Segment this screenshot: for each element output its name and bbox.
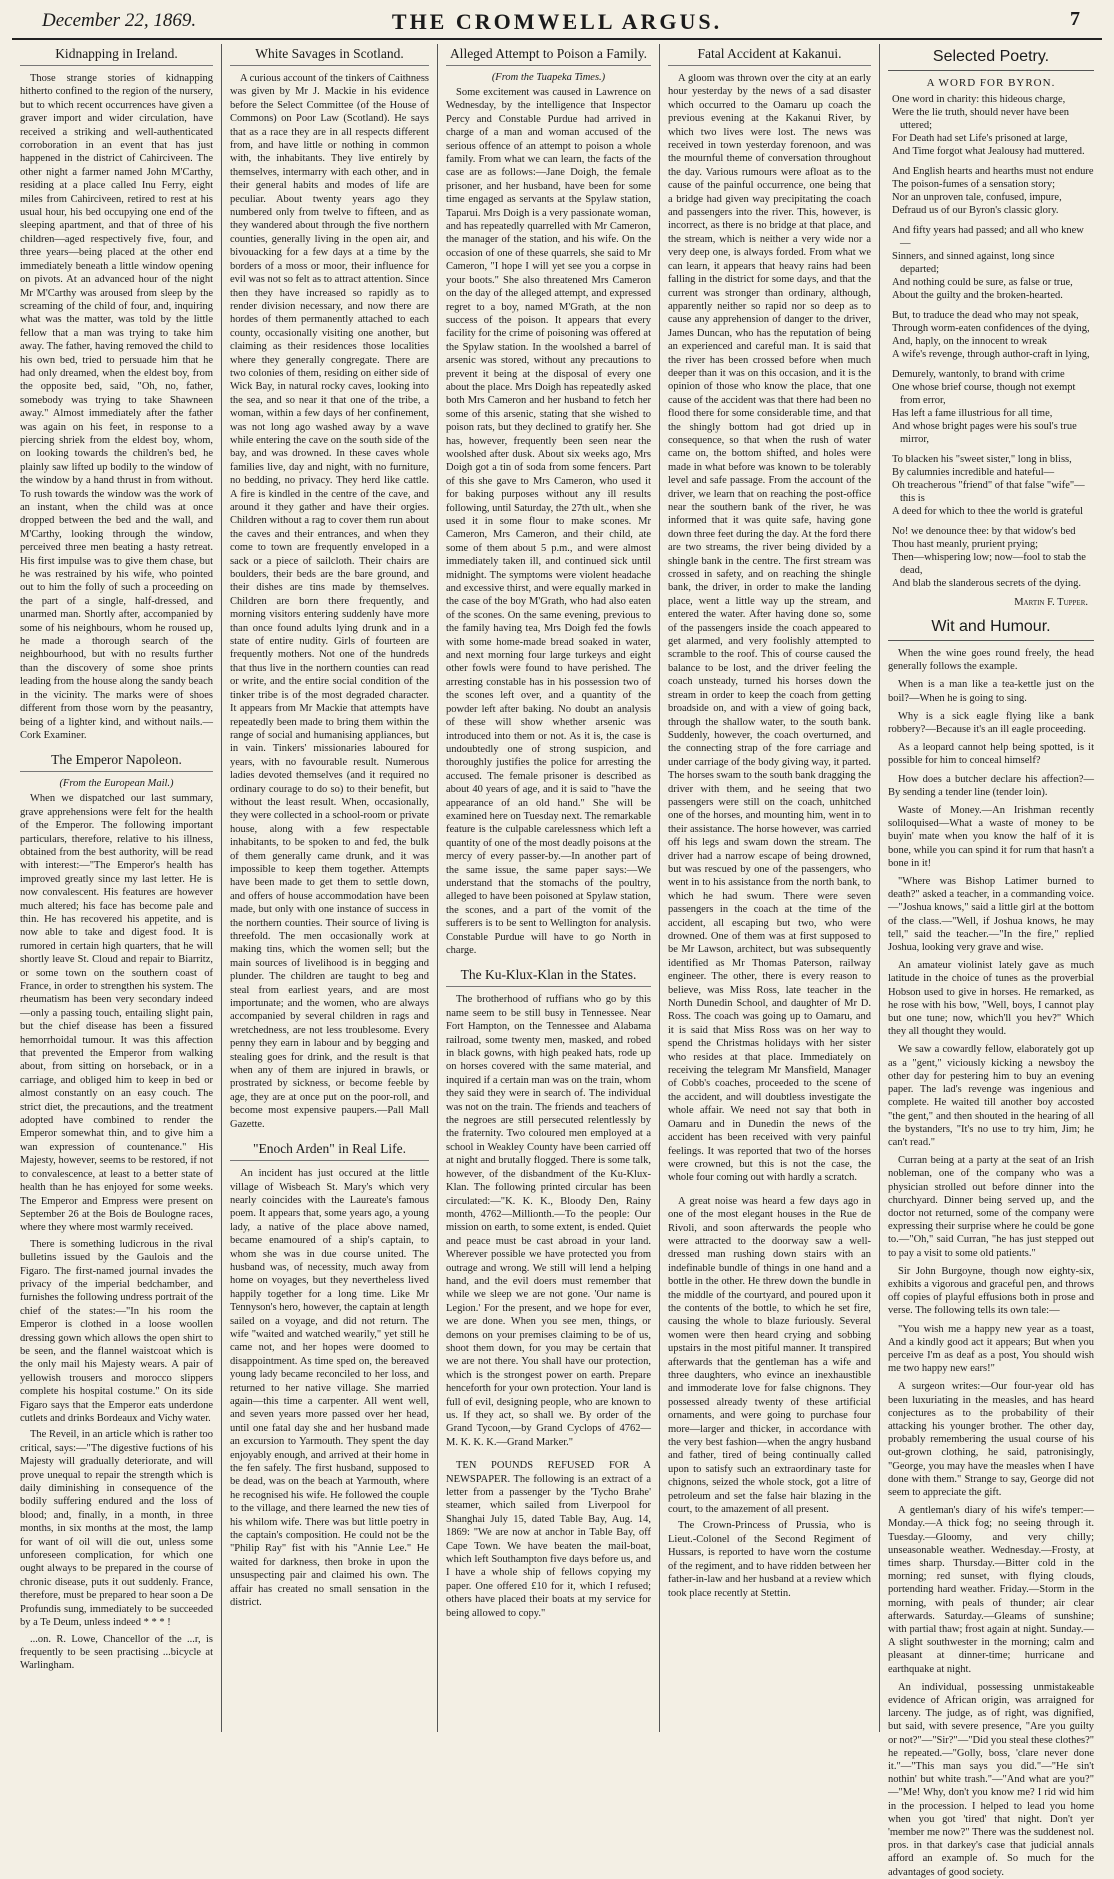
poem-line: And whose bright pages were his soul's true mirror, — [892, 421, 1077, 445]
article-body — [20, 792, 213, 1672]
wit-item: An individual, possessing unmistakeable evidence of African origin, was arraigned for larceny. The judge, as of right, was dignified, but said, with severe presence, "Are you guilty or not?"—"Sir?"—"Did you steal these clothes?" he repeated.—"Golly, boss, 'clare never done it."—"This man says you did."—"He sin't nothin' but white trash."—"And what are you?" —"Me! Why, don't you know me? I rid wid him in the procession. I helped to lead you home when you got 'tired' that night. Don't yer 'member me now?" There was the suddenest nol. pros. in that darkey's case that judicial annals afford an example of. So much for the advantages of good society. — [888, 1681, 1095, 1878]
poem-stanza — [888, 224, 1094, 302]
article-poison-family — [446, 46, 651, 957]
poem-line: And blab the slanderous secrets of the dying. — [892, 578, 1081, 589]
poem-author: Martin F. Tupper. — [1014, 597, 1088, 608]
poem-line: Defraud us of our Byron's classic glory. — [892, 205, 1059, 216]
wit-item: A gentleman's diary of his wife's temper:—Monday.—A thick fog; no seeing through it. Tuesday.—Gloomy, and very chilly; unseasonable weather. Wednesday.—Frosty, at times sharp. Thursday.—Bitter cold in the morning; red sunset, with flying clouds, portending hard weather. Friday.—Storm in the morning, with peals of thunder; air clear afterwards. Saturday.—Gleams of sunshine; with partial thaw; frost again at night. Sunday.—A slight southwester in the morning; calm and pleasant at dinner-time; hurricane and earthquake at night. — [888, 1505, 1094, 1675]
poem-line: And English hearts and hearths must not endure — [892, 166, 1094, 177]
poem-line: A deed for which to thee the world is grateful — [892, 506, 1083, 517]
poem-line: Thou hast meanly, prurient prying; — [892, 539, 1038, 550]
poem-stanzas — [888, 93, 1094, 590]
article-enoch-arden — [230, 1141, 429, 1609]
poem-line: To blacken his "sweet sister," long in bliss, — [892, 454, 1072, 465]
article-body — [20, 72, 213, 742]
masthead — [12, 4, 1102, 40]
poem-line: And, haply, on the innocent to wreak — [892, 336, 1048, 347]
paragraph: The brotherhood of ruffians who go by this name seem to be still busy in Tennessee. Near Fort Hampton, on the Tennessee and Alabama railroad, some twenty men, masked, and robed in black gowns, with high peaked hats, rode up on horses covered with the same material, and inquired if a certain man was on the train, whom they said they were in search of. The individual was not on the train. The friends and teachers of the negroes are still persecuted relentlessly by the fraternity. Two coloured men employed at a school in Weakley County have been carried off at night and brutally flogged. There is some talk, however, of the disbandment of the Ku-Klux-Klan. The following printed circular has been circulated:—"K. K. K., Bloody Den, Rainy month, 4762—Millionth.—To the people: Our mission on earth, to some extent, is ended. Quiet and peace must be cast abroad in your land. Wherever possible we have protected you from outrage and wrong. We still will lend a helping hand, and the evil doers must remember that while we sleep we are not gone. 'Our name is Legion.' For the present, and we hope for ever, we are done. When you see men, things, or demons on your premises claiming to be of us, shoot them down, for you may be certain that we are not there. You shall have our protection, which is the strongest power on earth. Prepare henceforth for your own protection. Your land is full of evil, designing people, who are known to us. If they act, so shall we. By order of the Grand Tycoon,—by Grand Cyclops of 4762—M. K. K. K.—Grand Marker." — [446, 994, 651, 1448]
wit-items — [888, 647, 1094, 1879]
article-heading: Alleged Attempt to Poison a Family. — [446, 46, 651, 66]
wit-item: "Where was Bishop Latimer burned to death?" asked a teacher, in a commanding voice.—"Joshua knows," said a little girl at the bottom of the class.—"Well, if Joshua knows, he may tell," said the teacher.—"In the fire," replied Joshua, looking very grave and wise. — [888, 876, 1094, 954]
poem-line: About the guilty and the broken-hearted. — [892, 290, 1063, 301]
poem-line: Demurely, wantonly, to brand with crime — [892, 369, 1065, 380]
article-body — [446, 86, 651, 957]
article-emperor-napoleon — [20, 752, 213, 1672]
wit-item: Why is a sick eagle flying like a bank robbery?—Because it's an ill eagle proceeding. — [888, 710, 1094, 736]
column-4 — [660, 44, 880, 1732]
wit-item: Waste of Money.—An Irishman recently soliloquised—What a waste of money to be buyin' mate when you know the half of it is bone, while you can spind it for rum that hasn't a bone in it! — [888, 805, 1094, 869]
paragraph: An incident has just occured at the little village of Wisbeach St. Mary's which very nearly coincides with the Laureate's famous poem. It appears that, some years ago, a young lady, a native of the place above named, became enamoured of a ship's captain, to whom she was in due course united. The husband was, of necessity, much away from home on voyages, but they nevertheless lived happily together for a long time. Like Mr Tennyson's hero, however, the captain at length sailed on a voyage, and did not return. The wife "waited and watched wearily," yet still he came not, and her hopes were doomed to disappointment. As time sped on, the bereaved young lady became reconciled to her loss, and returned to her native village. She married again—this time a carpenter. All went well, and seven years more passed over her head, until one fatal day she and her husband made an excursion to Yarmouth. They spent the day enjoyably enough, and arrived at their home in the fen safely. The first husband, supposed to be dead, was on the beach at Yarmouth, where he recognised his wife. He followed the couple to the village, and there learned the new ties of his whilom wife. There was but little poetry in the captain's composition. He could not be the "Philip Ray" fist with his "Annie Lee." He waited for darkness, then broke in upon the unsuspecting pair and claimed his own. The affair has created no small sensation in the district. — [230, 1168, 430, 1609]
article-white-savages — [230, 46, 429, 1131]
poem-stanza — [888, 309, 1094, 361]
wit-item: How does a butcher declare his affection?—By sending a tender line (tender loin). — [888, 773, 1094, 798]
wit-item: When the wine goes round freely, the head generally follows the example. — [888, 648, 1094, 673]
paragraph: Those strange stories of kidnapping hitherto confined to the region of the nursery, but to which recent occurrences have given a graver import and wider circulation, have received a striking and well-authenticated corroboration in an event that has just happened in the district of Cahirciveen. The other night a farmer named John M'Carthy, residing at a place called Inu Ferry, eight miles from Cahirciveen, retired to rest at his usual hour, his bed occupying one end of the sleeping apartment, and that of three of his children—aged respectively five, four, and three years—being placed at the other end immediately beneath a little window opening on pivots. At an advanced hour of the night Mr M'Carthy was aroused from sleep by the screaming of the child of four, and, inquiring what was the matter, was told by the little fellow that a man was trying to take him away. The father, having removed the child to his own bed, tried to persuade him that he had only dreamed, when the eldest boy, from the opposite bed, said, "Oh, no, father, somebody was trying to take Shawneen away." Almost immediately after the father was again on his feet, in response to a piercing shriek from the eldest boy, whom, on looking towards the children's bed, he plainly saw lifted up bodily to the window of the window by a hand thrust in from without. To rush towards the window was the work of an instant, when the child was at once dropped between the bed and the wall, and M'Carthy, looking through the window, perceived three men beating a hasty retreat. His first impulse was to give them chase, but he was restrained by his wife, who pointed out to him the folly of such a proceeding on the part of a single, half-dressed, and unarmed man. Shortly after, accompanied by some of his neighbours, whom he roused up, he made a thorough search of the neighbourhood, but with no results further than the discovery of some shoe prints leading from the house along the sandy beach in the vicinity. The marks were of shoes different from those worn by the peasantry, being of a lighter kind, and without nails.—Cork Examiner. — [20, 73, 213, 741]
column-1 — [12, 44, 222, 1732]
poem-line: And fifty years had passed; and all who knew— — [892, 225, 1084, 249]
poem-line: But, to traduce the dead who may not speak, — [892, 310, 1079, 321]
poem-title: A WORD FOR BYRON. — [926, 77, 1056, 89]
wit-item: We saw a cowardly fellow, elaborately got up as a "gent," viciously kicking a newsboy the other day for pestering him to buy an evening paper. The lad's revenge was ingenious and complete. He waited till another boy accosted "the gent," and then shouted in the hearing of all the bystanders, "It's no use to try him, Jim; he can't read." — [888, 1044, 1094, 1148]
article-heading: White Savages in Scotland. — [230, 46, 429, 66]
article-source: (From the European Mail.) — [59, 778, 174, 790]
poem-line: No! we denounce thee: by that widow's bed — [892, 526, 1076, 537]
article-heading: Fatal Accident at Kakanui. — [668, 46, 871, 66]
poem-line: And Time forgot what Jealousy had muttered. — [892, 146, 1085, 157]
paragraph: A great noise was heard a few days ago in one of the most elegant houses in the Rue de Rivoli, and soon afterwards the people who were attracted to the doorway saw a well-dressed man rushing down stairs with an indefinable bundle of things in one hand and a bottle in the other. He threw down the bundle in the middle of the courtyard, and poured upon it the contents of the bottle, to which he set fire, causing the whole to blaze furiously. Several women were then heard crying and sobbing upstairs in the most pitiful manner. It transpired afterwards that the gentleman has a wife and three daughters, who evince an inexhaustible and immoderate love for false chignons. They possessed already twenty of these artificial ornaments, and were going to purchase four more—larger and thicker, in accordance with the very best fashion—when the angry husband and father, tired of being continually called upon to satisfy such an extraordinary taste for chignons, seized the whole stock, got a litre of petroleum and set the false hair blazing in the court, to the amazement of all present. — [668, 1195, 871, 1516]
poem-line: Through worm-eaten confidences of the dying, — [892, 323, 1090, 334]
poem-line: One whose brief course, though not exempt from error, — [892, 382, 1076, 406]
column-3 — [438, 44, 660, 1732]
column-5 — [880, 44, 1102, 1878]
paragraph: When we dispatched our last summary, grave apprehensions were felt for the health of the Emperor. The following important particulars, therefore, relative to his illness, obtained from the best authority, will be read with interest:—"The Emperor's health has improved greatly since my last letter. He is now convalescent. His features are however much altered; his face has become pale and thin. He has recovered his appetite, and is now able to take and digest food. It is rumored in certain high quarters, that he will shortly leave St. Cloud and repair to Biarritz, or some town on the southern coast of France, in order to strengthen his system. The rheumatism has been very secondary indeed—only a passing touch, entailing slight pain, but the chief disease has been a fissured hemorrhoidal tumour. It was this affection that prevented the Emperor from walking about, from sitting on horseback, or in a carriage, and obliged him to keep in bed or almost constantly on an easy couch. The strict diet, the precautions, and the treatment adopted have combined to render the Emperor somewhat thin, and to give him a wan expression of countenance." His Majesty, however, seems to be restored, if not to convalescence, at least to a better state of health than he has enjoyed for some weeks. The Emperor and Empress were present on September 26 at the Bois de Boulogne races, where they where most warmly received. — [20, 793, 213, 1234]
page-number: 7 — [1070, 8, 1080, 30]
paragraph: ...on. R. Lowe, Chancellor of the ...r, is frequently to be seen practising ...bicycle at Warlingham. — [20, 1633, 213, 1672]
poem-stanza — [888, 368, 1094, 446]
article-body — [230, 1167, 429, 1609]
article-fatal-accident — [668, 46, 871, 1185]
wit-and-humour — [888, 618, 1094, 1879]
poem-line: Oh treacherous "friend" of that false "wife"—this is — [892, 480, 1085, 504]
column-2 — [222, 44, 438, 1732]
paragraph: TEN POUNDS REFUSED FOR A NEWSPAPER. The following is an extract of a letter from a passenger by the 'Tycho Brahe' steamer, which sailed from Liverpool for Shanghai July 15, dated Table Bay, Aug. 14, 1869: "We are now at anchor in Table Bay, off Cape Town. We have beaten the mail-boat, which left Southampton five days before us, and I have a whole ship of fellows copying my paper. One offered £10 for it, which I refused; others have placed their boats at my service for being allowed to copy." — [446, 1460, 651, 1619]
poem-line: One word in charity: this hideous charge, — [892, 94, 1066, 105]
section-title: Wit and Humour. — [888, 618, 1094, 641]
newspaper-title: THE CROMWELL ARGUS. — [391, 9, 723, 34]
article-chignons — [668, 1195, 871, 1600]
article-body — [446, 1459, 651, 1620]
article-heading: The Emperor Napoleon. — [20, 752, 213, 772]
article-body — [230, 72, 429, 1131]
poem-line: The poison-fumes of a sensation story; — [892, 179, 1056, 190]
selected-poetry — [888, 48, 1094, 608]
paragraph: The Crown-Princess of Prussia, who is Lieut.-Colonel of the Second Regiment of Hussars, is reported to have worn the costume of the regiment, and to have ridden between her father-in-law and her husband at a review which took place recently at Stettin. — [668, 1520, 871, 1599]
columns — [12, 44, 1102, 1878]
wit-item: Curran being at a party at the seat of an Irish nobleman, one of the company who was a physician strolled out before dinner into the churchyard. Dinner being served up, and the doctor not returned, some of the company were expressing their surprise where he could be gone to.—"Oh," said Curran, "he has just stepped out to pay a visit to some old patients." — [888, 1155, 1094, 1259]
paragraph: There is something ludicrous in the rival bulletins issued by the Gaulois and the Figaro. The first-named journal invades the privacy of the imperial bedchamber, and furnishes the following undress portrait of the chief of the states:—"In his room the Emperor is clothed in a loose woollen dressing gown which allows the open shirt to be seen, and the flannel waistcoat which is the only mail his Majesty wears. A pair of yellowish trousers and morocco slippers complete his hospital costume." On its side Figaro says that the Emperor eats underdone cutlets and drinks Bordeaux and Vichy water. — [20, 1238, 213, 1424]
poem-stanza — [888, 453, 1094, 518]
paragraph: Some excitement was caused in Lawrence on Wednesday, by the intelligence that Inspector Percy and Constable Purdue had arrived in charge of a man and woman accused of the serious offence of an attempt to poison a whole family. From what we can learn, the facts of the case are as follows:—Jane Doigh, the female prisoner, and her husband, have been for some time engaged as servants at the Spylaw station, Taparui. Mrs Doigh is a very passionate woman, and has repeatedly quarrelled with Mr Cameron, the manager of the station, and his wife. On the occasion of one of these quarrels, she said to Mr Cameron, "I hope I will yet see you a corpse in your boots." She also threatened Mrs Cameron on the day of the alleged attempt, and expressed regret to a boy, named M'Grath, at the non success of the poison. It appears that every facility for the crime of poisoning was offered at the Spylaw station. In the woolshed a barrel of arsenic was stored, without any precautions to prevent it being at the disposal of every one about the place. Mrs Doigh has repeatedly asked both Mrs Cameron and her husband to fetch her some of this arsenic, stating that she wished to poison rats, but they declined to gratify her. She has, however, frequently been seen near the woolshed after dusk. About six weeks ago, Mrs Doigh got a tin of soda from some fencers. Part of this she gave to Mrs Cameron, who used it for baking purposes without any ill results following, until Saturday, the 27th ult., when she used it in some flour to make scones. Mr Cameron, Mrs Cameron, and their child, ate some of them about 5 p.m., and were almost immediately taken ill, and continued sick until midnight. The symptoms were violent headache and excessive thirst, and were equally marked in the case of the boy M'Grath, who had also eaten of the scones. On the same evening, previous to the family having tea, Mrs Doigh fed the fowls with some home-made bread soaked in water, and next morning four large turkeys and eight other fowls were found to have perished. The arresting constable has in his possession two of the scones left over, and a quantity of the powder left after baking. No doubt an analysis of these will show whether arsenic was introduced into them or not. As it is, the case is undoubtedly one of strong suspicion, and thoroughly justifies the police for arresting the accused. The female prisoner is described as about 40 years of age, and it is said to "have the appearance of an old hand." She will be examined here on Tuesday next. The remarkable feature is the culpable carelessness which left a quantity of one of the most deadly poisons at the mercy of every passer-by.—In another part of the same issue, the same paper says:—We understand that the stomachs of the poultry, alleged to have been poisoned at Spylaw station, the scones, and a part of the vomit of the sufferers is to be sent to Wellington for analysis. Constable Purdue will have to go North in charge. — [446, 87, 651, 956]
section-title: Selected Poetry. — [888, 48, 1094, 71]
wit-item: As a leopard cannot help being spotted, is it possible for him to conceal himself? — [888, 742, 1094, 767]
poem-stanza — [888, 165, 1094, 217]
poem-stanza — [888, 93, 1094, 158]
article-body — [668, 1195, 871, 1600]
article-body — [446, 993, 651, 1449]
article-heading: Kidnapping in Ireland. — [20, 46, 213, 66]
article-heading: The Ku-Klux-Klan in the States. — [446, 967, 651, 987]
article-body — [668, 72, 871, 1185]
article-source: (From the Tuapeka Times.) — [491, 72, 606, 83]
article-heading: "Enoch Arden" in Real Life. — [230, 1141, 429, 1161]
wit-item: A surgeon writes:—Our four-year old has been luxuriating in the measles, and has heard conjectures as to the probability of their attacking his younger brother. The other day, probably remembering the usual course of his out-grown clothing, he said, patronisingly, "George, you may have the measles when I have done with them." Strange to say, George did not seem to appreciate the gift. — [888, 1381, 1094, 1498]
wit-item: When is a man like a tea-kettle just on the boil?—When he is going to sing. — [888, 679, 1094, 704]
poem-line: Sinners, and sinned against, long since departed; — [892, 251, 1055, 275]
poem-line: Has left a fame illustrious for all time, — [892, 408, 1053, 419]
poem-line: By calumnies incredible and hateful— — [892, 467, 1055, 478]
wit-item: An amateur violinist lately gave as much latitude in the choice of tunes as the proverbial Hobson used to give in horses. He remarked, as he rose with his bow, "Well, boys, I cannot play but one tune; now, which'll you hev?" Which they all thought they would. — [888, 960, 1094, 1038]
poem-line: And nothing could be sure, as false or true, — [892, 277, 1073, 288]
paragraph: The Reveil, in an article which is rather too critical, says:—"The digestive fuctions of his Majesty will gradually deteriorate, and will prove unequal to repair the strength which is daily diminishing in consequence of the bodily suffering endured and the loss of blood; and, finally, in a month, in three months, in six months at the most, the lamp for want of oil will die out, unless some unforeseen complication, for which one ought always to be prepared in the course of chronic disease, puts it out suddenly. France, therefore, must be prepared to hear soon a De Profundis sung, immediately to be succeeded by a Te Deum, unless indeed * * * ! — [20, 1429, 213, 1629]
poem-line: A wife's revenge, through author-craft in lying, — [892, 349, 1090, 360]
article-ten-pounds-newspaper — [446, 1459, 651, 1620]
paragraph: A gloom was thrown over the city at an early hour yesterday by the news of a sad disaster which occurred to the Oamaru up coach the previous evening at the Kakanui River, by which two lives were lost. The news was received in town yesterday forenoon, and was the mournful theme of conversation throughout the day. Various rumours were afloat as to the cause of the painful occurrence, one being that a bridge had given way precipitating the coach and passengers into the river. This, however, is incorrect, as there is no bridge at that place, and the stream, which is neither a very wide nor a very deep one, is always forded. From what we can learn, it appears that heavy rains had been falling in the district for some days, and that the current was stronger than ordinary, although, apparently neither so rapid nor so deep as to cause any apprehension of danger to the driver, James Duncan, who has the reputation of being an experienced and careful man. It is said that the river has been crossed before when much deeper than it was on this occasion, and it is the opinion of those who know the place, that one cause of the accident was that there had been no flood there for some considerable time, and that the shingly bottom had got dried up in consequence, so that when the rush of water came on, the bottom shifted, and holes were made in what before was known to be tolerably level and safe passage. From the account of the driver, we learn that on reaching the post-office near the southern bank of the river, he was informed that it was quite safe, having gone down three feet during the day. At the ford there are two streams, the river being divided by a shingle bank in the centre. The first stream was crossed in safety, and on reaching the shingle bank, the driver, in order to make the landing place, went a little way up the stream, and entered the water. After having done so, some of the passengers inside the coach appeared to get alarmed, and very foolishly attempted to scramble to the roof. This of course caused the balance to be lost, and the driver feeling the coach unsteady, turned his horses down the stream in order to keep the coach from getting broadside on, and with a view of going back, through the shallow water, to the south bank. Suddenly, however, the coach overturned, and the connecting strap of the fore carriage and under carriage of the body giving way, it parted. The horses swam to the south bank dragging the driver with them, and he seeing that two passengers were still on the coach, unhitched one of the horses, and mounting him, went in to their assistance. The horse however, was carried off his legs and swam down the stream. The driver had a narrow escape of being drowned, but was rescued by one of the passengers, who went in to his assistance from the north bank, to which he had swum. There were seven passengers in the coach at the time of the accident, all escaping but two, who were drowned. One of them was at first supposed to be Mr Lawson, architect, but was subsequently identified as Mr Thomas Paterson, railway engineer. The other, there is every reason to believe, was Miss Ross, late teacher in the North Dunedin School, and daughter of Mr D. Ross. The coach was going up to Oamaru, and it is said that Miss Ross was on her way to spend the Christmas holidays with her sister who resides at that place. Immediately on receiving the telegram Mr Mansfield, Manager of Cobb's coaches, proceeded to the scene of the accident, and will doubtless investigate the whole affair. We need not say that both in Oamaru and in Dunedin the news of the accident has been received with very painful feelings. It was reported that two of the horses were crowned, but this is not the case, the whole four coming out with hardly a scratch. — [668, 73, 871, 1184]
poem-line: For Death had set Life's prisoned at large, — [892, 133, 1068, 144]
poem-line: Nor an unproven tale, confused, impure, — [892, 192, 1062, 203]
paragraph: A curious account of the tinkers of Caithness was given by Mr J. Mackie in his evidence before the Select Committee (of the House of Commons) on Poor Law (Scotland). He says that as a race they are in all respects different from, and have little or nothing in common with, the inhabitants. They live entirely by themselves, intermarry with each other, and in their general habits and modes of life are peculiar. About twenty years ago they numbered only from twelve to fifteen, and as they wandered about through the five northern counties, generally living in the open air, and bivouacking for a few days at a time by the borders of a moss or moor, their influence for evil was not so felt as to attract attention. Since then they have increased so rapidly as to render division necessary, and now there are hordes of them permanently attached to each county, occasionally visiting one another, but claiming as their residences those localities where they generally congregate. There are two colonies of them, residing on either side of Wick Bay, in natural rocky caves, looking into the sea, and so near it that one of the tribe, a woman, within a few days of her confinement, was not long ago washed away by a wave while entering the cave on the south side of the bay, and was drowned. In these caves whole families live, day and night, with no furniture, no bedding, no privacy. They herd like cattle. A fire is kindled in the centre of the cave, and around it they gather and have their orgies. Children without a rag to cover them run about the caves and their entrances, and when they come to town are frequently enveloped in a sack or a piece of sailcloth. Their chairs are boulders, their beds are the bare ground, and their dishes are tins made by themselves. Children are born there frequently, and morning visitors entering suddenly have more than once found adults lying drunk and in a state of entire nudity. Girls of fourteen are frequently mothers. Not one of the hundreds that thus live in the northern counties can read or write, and the entire social condition of the tinker tribe is of the most degraded character. It appears from Mr Mackie that attempts have repeatedly been made to bring them within the range of social and humanising appliances, but in vain. Tinkers' missionaries laboured for years, with no favourable result. Numerous ladies devoted themselves (and it required no ordinary courage to do so) to their benefit, but without the least result. When, occasionally, they were collected in a school-room or private house, along with a few respectable inhabitants, to be spoken to and fed, the bulk of them generally came drunk, and it was impossible to keep them together. Attempts have been made to get them to settle down, and offers of house accommodation have been made, but only with one instance of success in the northern counties. Their source of living is threefold. The men occasionally work at making tins, which the women sell; but the main sources of livelihood is in begging and plunder. The children are taught to beg and steal from earliest years, and are most importunate; and the women, who are always accompanied by several children in rags and wretchedness, are not less troublesome. Every penny they earn in labour and by begging and stealing goes for drink, and the result is that when any of them are injured in brawls, or prostrated by sickness, or become feeble by age, they are at once put on the poor-roll, and become most expensive paupers.—Pall Mall Gazette. — [230, 73, 429, 1130]
issue-date: December 22, 1869. — [42, 10, 197, 31]
wit-item: Sir John Burgoyne, though now eighty-six, exhibits a vigorous and graceful pen, and throws off copies of playful effusions both in prose and verse. The following tells its own tale:— — [888, 1265, 1094, 1317]
article-ku-klux-klan — [446, 967, 651, 1449]
poem-line: Were the lie truth, should never have been uttered; — [892, 107, 1070, 131]
poem-stanza — [888, 525, 1094, 590]
poem-line: Then—whispering low; now—fool to stab the dead, — [892, 552, 1086, 576]
article-kidnapping — [20, 46, 213, 742]
wit-item: "You wish me a happy new year as a toast, And a kindly good act it appears; But when you perceive I'm as deaf as a post, You should wish me two happy new ears!" — [888, 1323, 1094, 1375]
